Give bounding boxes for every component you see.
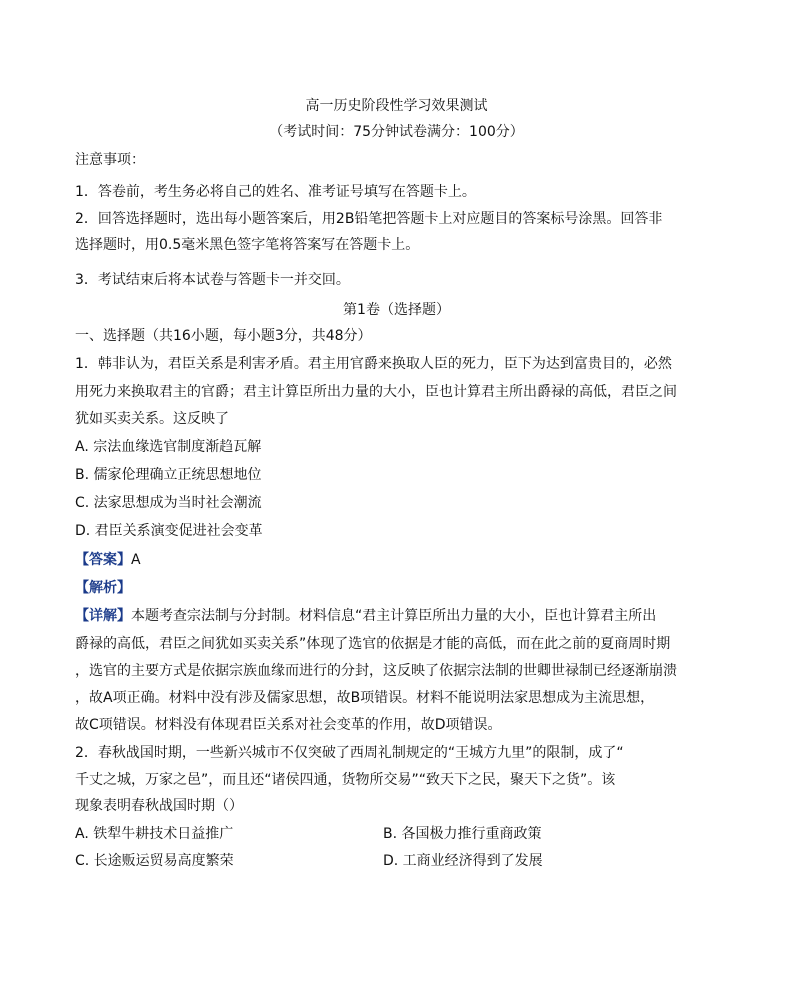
section-heading: 一、选择题（共16小题，每小题3分，共48分） <box>75 328 372 344</box>
q1-option-b: B. 儒家伦理确立正统思想地位 <box>75 467 262 483</box>
q1-option-d: D. 君臣关系演变促进社会变革 <box>75 523 263 539</box>
answer-tag: 【答案】 <box>75 552 131 568</box>
q1-detail-line-1 <box>75 606 656 626</box>
exam-title: 高一历史阶段性学习效果测试 <box>305 98 488 114</box>
q1-stem-line-1: 1．韩非认为，君臣关系是利害矛盾。君主用官爵来换取人臣的死力，臣下为达到富贵目的，必然 <box>75 356 672 372</box>
note-2-line-2: 选择题时，用0.5毫米黑色签字笔将答案写在答题卡上。 <box>75 237 420 253</box>
notes-heading: 注意事项： <box>75 152 145 168</box>
note-1: 1．答卷前，考生务必将自己的姓名、准考证号填写在答题卡上。 <box>75 184 476 200</box>
q1-option-c: C. 法家思想成为当时社会潮流 <box>75 495 262 511</box>
q1-stem-line-2: 用死力来换取君主的官爵；君主计算臣所出力量的大小，臣也计算君主所出爵禄的高低，君臣之间 <box>75 384 677 400</box>
q1-detail-line-4: ，故A项正确。材料中没有涉及儒家思想，故B项错误。材料不能说明法家思想成为主流思想， <box>75 690 655 706</box>
q1-detail-line-3: ，选官的主要方式是依据宗族血缘而进行的分封，这反映了依据宗法制的世卿世禄制已经逐渐崩溃 <box>75 663 677 679</box>
q1-analysis-tag <box>75 578 131 598</box>
q1-stem-line-3: 犹如买卖关系。这反映了 <box>75 411 229 427</box>
q1-detail-line-2: 爵禄的高低，君臣之间犹如买卖关系”体现了选官的依据是才能的高低，而在此之前的夏商周时期 <box>75 636 671 652</box>
note-3: 3．考试结束后将本试卷与答题卡一并交回。 <box>75 272 350 288</box>
analysis-tag: 【解析】 <box>75 580 131 596</box>
answer-value: A <box>131 552 141 568</box>
volume-title: 第1卷（选择题） <box>343 302 450 318</box>
exam-subtitle: （考试时间：75分钟试卷满分：100分） <box>269 124 524 140</box>
q1-answer <box>75 550 141 570</box>
q2-option-a: A. 铁犁牛耕技术日益推广 <box>75 826 234 842</box>
detail-tag: 【详解】 <box>75 608 131 624</box>
q2-stem-line-1: 2．春秋战国时期，一些新兴城市不仅突破了西周礼制规定的“王城方九里”的限制，成了“ <box>75 745 624 761</box>
q1-option-a: A. 宗法血缘选官制度渐趋瓦解 <box>75 439 262 455</box>
q1-detail-line-5: 故C项错误。材料没有体现君臣关系对社会变革的作用，故D项错误。 <box>75 717 502 733</box>
q2-option-b: B. 各国极力推行重商政策 <box>383 826 542 842</box>
q2-stem-line-2: 千丈之城，万家之邑”，而且还“诸侯四通，货物所交易”“致天下之民，聚天下之货”。该 <box>75 772 616 788</box>
q2-option-c: C. 长途贩运贸易高度繁荣 <box>75 853 234 869</box>
detail-text: 本题考查宗法制与分封制。材料信息“君主计算臣所出力量的大小，臣也计算君主所出 <box>131 608 657 624</box>
q2-option-d: D. 工商业经济得到了发展 <box>383 853 543 869</box>
note-2-line-1: 2．回答选择题时，选出每小题答案后，用2B铅笔把答题卡上对应题目的答案标号涂黑。回答非 <box>75 211 663 227</box>
q2-stem-line-3: 现象表明春秋战国时期（） <box>75 798 243 814</box>
